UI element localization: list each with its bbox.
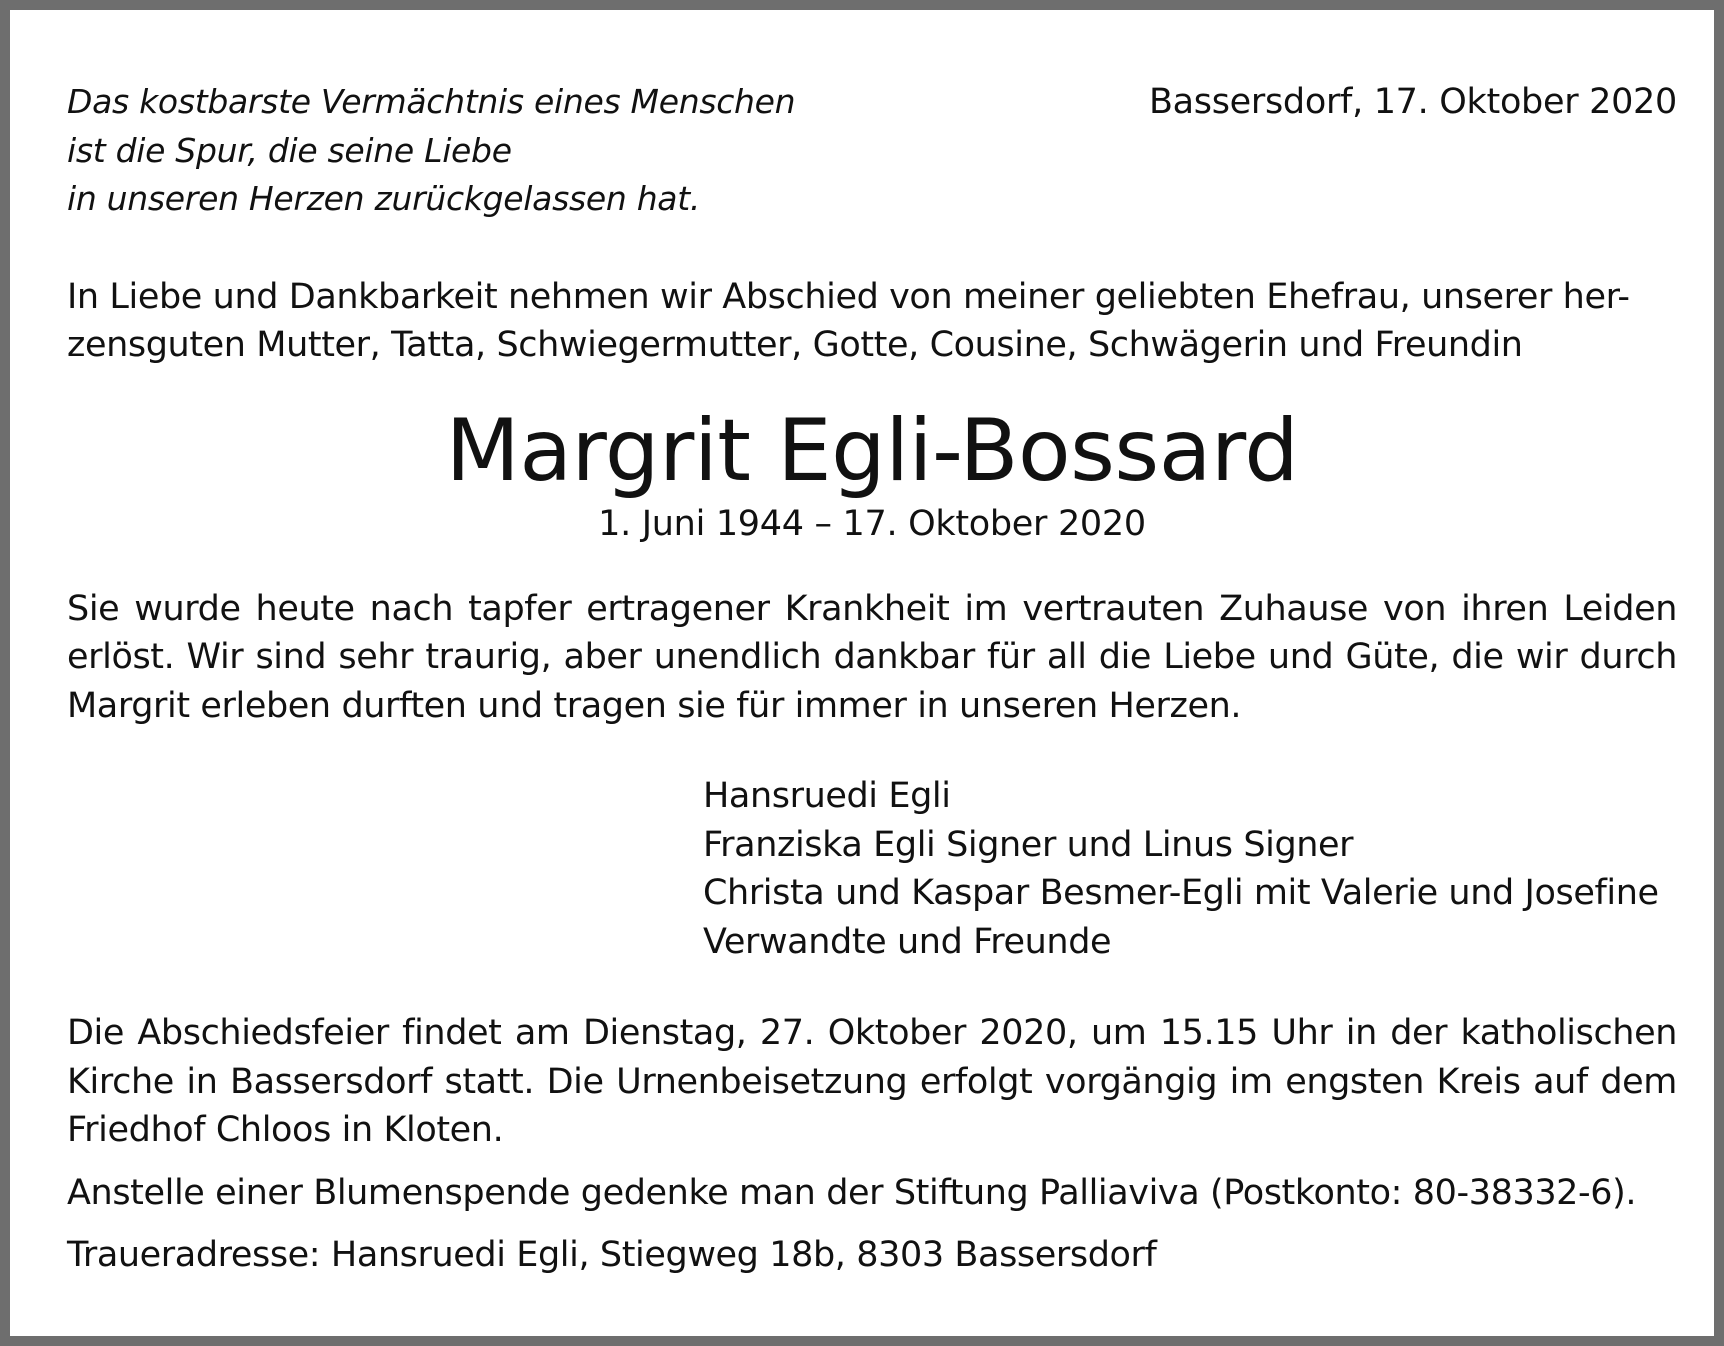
message-line: Sie wurde heute nach tapfer ertragener Krankheit im vertrauten Zuhause von ihren Leiden: [67, 588, 1677, 629]
intro-text: [67, 273, 1677, 369]
message-line: erlöst. Wir sind sehr traurig, aber unendlich dankbar für all die Liebe und Güte, die wir durch: [67, 637, 1677, 677]
mourner-entry: Verwandte und Freunde: [703, 921, 1112, 962]
donation-note: Anstelle einer Blumenspende gedenke man der Stiftung Palliaviva (Postkonto: 80-38332-6).: [67, 1172, 1637, 1213]
life-dates: 1. Juni 1944 – 17. Oktober 2020: [598, 503, 1146, 544]
motto-quote: [67, 78, 795, 224]
ceremony-line: Die Abschiedsfeier findet am Dienstag, 27. Oktober 2020, um 15.15 Uhr in der katholischen: [67, 1013, 1677, 1053]
deceased-name: Margrit Egli-Bossard: [445, 400, 1299, 501]
message-paragraph: [67, 585, 1677, 731]
ceremony-paragraph: [67, 1009, 1677, 1155]
motto-line: Das kostbarste Vermächtnis eines Menschen: [67, 82, 796, 121]
mourning-address: Traueradresse: Hansruedi Egli, Stiegweg 18b, 8303 Bassersdorf: [67, 1235, 1157, 1275]
ceremony-line: Kirche in Bassersdorf statt. Die Urnenbeisetzung erfolgt vorgängig im engsten Kreis auf dem: [67, 1061, 1677, 1102]
motto-line: in unseren Herzen zurückgelassen hat.: [67, 179, 701, 218]
intro-line: In Liebe und Dankbarkeit nehmen wir Abschied von meiner geliebten Ehefrau, unserer her-: [67, 276, 1630, 317]
notice-content: [67, 78, 1677, 1280]
obituary-notice: [10, 10, 1714, 1336]
place-and-date: Bassersdorf, 17. Oktober 2020: [1148, 82, 1677, 122]
motto-line: ist die Spur, die seine Liebe: [67, 130, 512, 170]
ceremony-line: Friedhof Chloos in Kloten.: [67, 1110, 504, 1150]
mourner-entry: Franziska Egli Signer und Linus Signer: [703, 824, 1354, 865]
header-row: [67, 78, 1677, 224]
mourners-list: [703, 772, 1677, 966]
message-line: Margrit erleben durften und tragen sie für immer in unseren Herzen.: [67, 685, 1242, 726]
intro-line: zensguten Mutter, Tatta, Schwiegermutter, Gotte, Cousine, Schwägerin und Freundin: [67, 324, 1523, 365]
mourner-entry: Christa und Kaspar Besmer-Egli mit Valerie und Josefine: [703, 873, 1659, 913]
mourner-entry: Hansruedi Egli: [703, 776, 951, 816]
